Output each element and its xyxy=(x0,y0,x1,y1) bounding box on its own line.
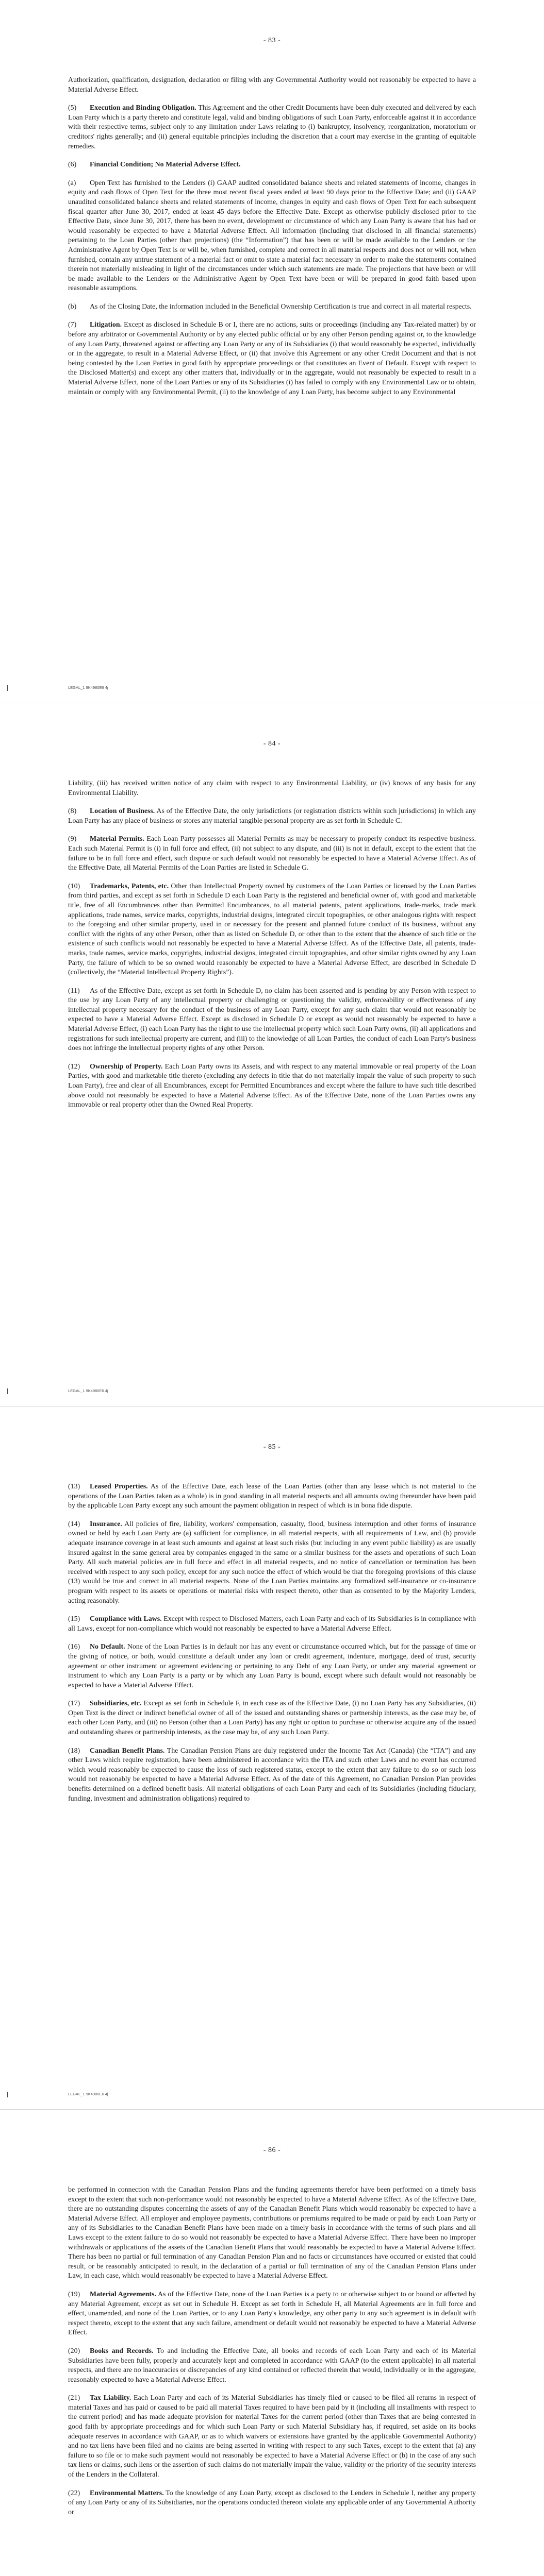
page-number: - 84 - xyxy=(263,740,281,748)
section-heading: Material Permits. xyxy=(90,835,144,843)
paragraph xyxy=(68,2290,476,2338)
section-heading: Environmental Matters. xyxy=(90,2489,164,2497)
margin-bar-mark xyxy=(7,1388,8,1394)
paragraph xyxy=(68,2185,476,2281)
paragraph-text: Other than Intellectual Property owned by customers of the Loan Parties or licensed by the Loan Parties from third parties, and except as set forth in Schedule D each Loan Party is the registered and beneficial owner of, with good and marketable title, free of all Encumbrances other than Permitted Encumbrances, to all material patents, patent applications, trade-marks, trade mark applications, trade names, service marks, copyrights, industrial designs, integrated circuit topographies, or other analogous rights with respect to the foregoing and other similar property, used in or necessary for the present and planned future conduct of its business, without any conflict with the rights of any other Person, other than as listed on Schedule D, or other than to the extent that the absence of such title or the existence of such conflicts would not reasonably be expected to have a Material Adverse Effect. As of the Effective Date, all patents, trade-marks, trade names, service marks, copyrights, industrial designs, integrated circuit topographies, and other similar rights owned by any Loan Party, the failure of which to be so owned would reasonably be expected to have a Material Adverse Effect, are described in Schedule D (collectively, the “Material Intellectual Property Rights”). xyxy=(68,882,476,977)
paragraph-text: Each Loan Party possesses all Material Permits as may be necessary to properly conduct its respective business. Each such Material Permit is (i) in full force and effect, (ii) not subject to any dispute, and (iii) is not in default, except to the extent that the failure to be in full force and effect, such dispute or such default would not reasonably be expected to have a Material Adverse Effect. As of the Effective Date, all Material Permits of the Loan Parties are listed in Schedule G. xyxy=(68,835,476,872)
paragraph xyxy=(68,835,476,873)
section-number: (19) xyxy=(68,2290,80,2298)
margin-bar-mark xyxy=(7,685,8,691)
paragraph xyxy=(68,779,476,798)
section-heading: Tax Liability. xyxy=(90,2394,131,2402)
paragraph-text: Each Loan Party owns its Assets, and with respect to any material immovable or real property of the Loan Parties, with good and marketable title thereto (excluding any defects in title that do not materially impair the value of such property to such Loan Party), free and clear of all Encumbrances, except for Permitted Encumbrances and except where the failure to have such title described above could not reasonably be expected to have a Material Adverse Effect. As of the Effective Date, none of the Loan Parties owns any immovable or real property other than the Owned Real Property. xyxy=(68,1062,476,1109)
document-page xyxy=(0,2110,544,2576)
section-number: (16) xyxy=(68,1643,80,1651)
paragraph xyxy=(68,1062,476,1110)
paragraph xyxy=(68,1699,476,1737)
page-number: - 85 - xyxy=(263,1443,281,1451)
paragraph-text: Except as set forth in Schedule F, in each case as of the Effective Date, (i) no Loan Party has any Subsidiaries, (ii) Open Text is the direct or indirect beneficial owner of all of the issued and outstanding shares or partnership interests, as the case may be, of each other Loan Party, and (iii) no Person (other than a Loan Party) has any right or option to purchase or otherwise acquire any of the issued and outstanding shares or partnership interests, as the case may be, of any such Loan Party. xyxy=(68,1700,476,1737)
paragraph xyxy=(68,104,476,151)
document-code: LEGAL_1 9K4980E6 4j xyxy=(68,2092,108,2096)
paragraph-text: This Agreement and the other Credit Documents have been duly executed and delivered by each Loan Party which is a party thereto and constitute legal, valid and binding obligations of such Loan Party, enforceable against it in accordance with their respective terms, subject only to any limitation under Laws relating to (i) bankruptcy, insolvency, reorganization, moratorium or creditors' rights generally; and (ii) general equitable principles including the discretion that a court may exercise in the granting of equitable remedies. xyxy=(68,104,476,150)
section-heading: No Default. xyxy=(90,1643,125,1651)
page-number: - 86 - xyxy=(263,2146,281,2154)
paragraph-text: As of the Effective Date, each lease of the Loan Parties (other than any lease which is not material to the operations of the Loan Parties taken as a whole) is in good standing in all material respects and all amounts owing thereunder have been paid by the applicable Loan Party except any such amount the payment obligation in respect of which is in bona fide dispute. xyxy=(68,1483,476,1510)
section-heading: Material Agreements. xyxy=(90,2290,156,2298)
paragraph xyxy=(68,1642,476,1690)
section-number: (10) xyxy=(68,882,80,890)
paragraph-text: None of the Loan Parties is in default nor has any event or circumstance occurred which, but for the passage of time or the giving of notice, or both, would constitute a default under any loan or credit agreement, indenture, mortgage, deed of trust, security agreement or other instrument or agreement evidencing or pertaining to any Debt of any Loan Party, or under any material agreement or instrument to which any Loan Party is a party or by which any Loan Party is bound, except where such default would not reasonably be expected to have a Material Adverse Effect. xyxy=(68,1643,476,1689)
paragraph-text: As of the Effective Date, the only jurisdictions (or registration districts within such jurisdictions) in which any Loan Party has any place of business or stores any material tangible personal property are as set forth in Schedule C. xyxy=(68,807,476,825)
margin-bar-mark xyxy=(7,2092,8,2097)
paragraph-text: To and including the Effective Date, all books and records of each Loan Party and each of its Material Subsidiaries have been fully, properly and accurately kept and completed in accordance with GAAP (to the extent applicable) in all material respects, and there are no inaccuracies or discrepancies of any kind contained or reflected therein that would, individually or in the aggregate, reasonably expected to have a Material Adverse Effect. xyxy=(68,2347,476,2384)
section-heading: Ownership of Property. xyxy=(90,1062,163,1071)
paragraph xyxy=(68,1747,476,1804)
section-heading: Books and Records. xyxy=(90,2347,154,2355)
section-heading: Subsidiaries, etc. xyxy=(90,1700,142,1708)
document-page xyxy=(0,703,544,1406)
section-number: (8) xyxy=(68,807,77,816)
page-number: - 83 - xyxy=(263,37,281,44)
section-number: (20) xyxy=(68,2347,80,2355)
document-page xyxy=(0,0,544,703)
paragraph-text: All policies of fire, liability, workers' compensation, casualty, flood, business interruption and other forms of insurance owned or held by each Loan Party are (a) sufficient for compliance, in all material respects, with all requirements of Law, and (b) provide adequate insurance coverage in at least such amounts and against at least such risks (but including in any event public liability) as are usually insured against in the same general area by companies engaged in the same or a similar business for the assets and operations of such Loan Party. All such material policies are in full force and effect in all material respects, and no notice of cancellation or termination has been received with respect to any such policy, except for any such notice the effect of which would be that the foregoing provisions of this clause (13) would be true and correct in all material respects. None of the Loan Parties maintains any formalized self-insurance or co-insurance program with respect to its assets or operations or material risks with respect thereto, other than as consented to by the Majority Lenders, acting reasonably. xyxy=(68,1520,476,1605)
paragraph-text: Each Loan Party and each of its Material Subsidiaries has timely filed or caused to be filed all returns in respect of material Taxes and has paid or caused to be paid all material Taxes required to have been paid by it (including all installments with respect to the current period) and has made adequate provision for material Taxes for the current period (other than Taxes that are being contested in good faith by appropriate proceedings and for which such Loan Party or such Material Subsidiary has, if required, set aside on its books adequate reserves in accordance with GAAP, or as to which waivers or extensions have granted by the applicable Governmental Authority) and no tax liens have been filed and no claims are being asserted in writing with respect to any such Taxes, except to the extent that (a) any failure to so file or to make such payment would not reasonably be expected to have a Material Adverse Effect or (b) in the case of any such tax liens or claims, such liens or the assertion of such claims do not materially impair the value, validity or the priority of the security interests of the Lenders in the Collateral. xyxy=(68,2394,476,2479)
section-number: (9) xyxy=(68,835,77,843)
paragraph-text: As of the Effective Date, none of the Loan Parties is a party to or otherwise subject to or bound or affected by any Material Agreement, except as set out in Schedule H. Except as set forth in Schedule H, all Material Agreements are in full force and effect, unamended, and none of the Loan Parties, or to any Loan Party's knowledge, any other party to any such agreement is in default with respect thereto, except to the extent that any such failure, amendment or default would not reasonably be expected to have a Material Adverse Effect. xyxy=(68,2290,476,2337)
section-number: (21) xyxy=(68,2394,80,2402)
paragraph xyxy=(68,1520,476,1606)
paragraph xyxy=(68,179,476,294)
section-number: (5) xyxy=(68,104,77,112)
section-number: (15) xyxy=(68,1615,80,1623)
paragraph xyxy=(68,2347,476,2385)
section-heading: Execution and Binding Obligation. xyxy=(90,104,196,112)
section-number: (18) xyxy=(68,1747,80,1755)
paragraph-text: The Canadian Pension Plans are duly registered under the Income Tax Act (Canada) (the “ITA”) and any other Laws which require registration, have been administered in accordance with the ITA and such other Laws and no event has occurred which would reasonably be expected to cause the loss of such registered status, except to the extent that any failure to do so or such loss would not reasonably be expected to have a Material Adverse Effect. As of the date of this Agreement, no Canadian Pension Plan provides benefits determined on a defined benefit basis. All material obligations of each Loan Party and each of its Subsidiaries (including fiduciary, funding, investment and administration obligations) required to xyxy=(68,1747,476,1803)
document-code: LEGAL_1 9K4980E6 4j xyxy=(68,685,108,690)
section-number: (12) xyxy=(68,1062,80,1071)
paragraph xyxy=(68,882,476,978)
document-page xyxy=(0,1406,544,2110)
paragraph-text: Open Text has furnished to the Lenders (i) GAAP audited consolidated balance sheets and related statements of income, changes in equity and cash flows of Open Text for the three most recent fiscal years ended at least 90 days prior to the Effective Date; and (ii) GAAP unaudited consolidated balance sheets and related statements of income, changes in equity and cash flows of Open Text for each subsequent fiscal quarter after June 30, 2017, ended at least 45 days before the Effective Date. Except as otherwise publicly disclosed prior to the Effective Date, since June 30, 2017, there has been no event, development or circumstance of which any Loan Party is aware that has had or would reasonably be expected to have a Material Adverse Effect. All information (including that disclosed in all financial statements) pertaining to the Loan Parties (other than projections) (the “Information”) that has been or will be made available to the Lenders or the Administrative Agent by Open Text is or will be, when furnished, complete and correct in all material respects and does not or will not, when furnished, contain any untrue statement of a material fact or omit to state a material fact necessary in order to make the statements contained therein not materially misleading in light of the circumstances under which such statements are made. The projections that have been or will be made available to the Lenders or the Administrative Agent by Open Text have been or will be prepared in good faith based upon reasonable assumptions. xyxy=(68,179,476,293)
section-number: (7) xyxy=(68,321,77,329)
section-heading: Financial Condition; No Material Adverse Effect. xyxy=(90,161,241,169)
paragraph xyxy=(68,302,476,312)
section-number: (13) xyxy=(68,1483,80,1490)
section-number: (11) xyxy=(68,987,80,995)
section-heading: Trademarks, Patents, etc. xyxy=(90,882,169,890)
paragraph-text: Liability, (iii) has received written notice of any claim with respect to any Environmental Liability, or (iv) knows of any basis for any Environmental Liability. xyxy=(68,779,476,797)
section-number: (14) xyxy=(68,1520,80,1528)
section-heading: Leased Properties. xyxy=(90,1483,148,1490)
paragraph xyxy=(68,2489,476,2518)
paragraph-text: Except with respect to Disclosed Matters, each Loan Party and each of its Subsidiaries is in compliance with all Laws, except for non-compliance which would not reasonably be expected to have a Material Adverse Effect. xyxy=(68,1615,476,1633)
paragraph xyxy=(68,807,476,826)
section-heading: Litigation. xyxy=(90,321,122,329)
paragraph-text: be performed in connection with the Canadian Pension Plans and the funding agreements therefor have been performed on a timely basis except to the extent that such non-performance would not reasonably be expected to have a Material Adverse Effect. As of the Effective Date, there are no outstanding disputes concerning the assets of any of the Canadian Benefit Plans which would reasonably be expected to have a Material Adverse Effect. All employer and employee payments, contributions or premiums required to be made or paid by each Loan Party or any of its Subsidiaries to the Canadian Benefit Plans have been made on a timely basis in accordance with the terms of such plans and all Laws except to the extent failure to do so would not reasonably be expected to have a Material Adverse Effect. There have been no improper withdrawals or applications of the assets of the Canadian Benefit Plans that would reasonably be expected to have a Material Adverse Effect. There has been no partial or full termination of any Canadian Pension Plan and no facts or circumstances have occurred or existed that could result, or be reasonably anticipated to result, in the declaration of a partial or full termination of any of the Canadian Pension Plans under Law, in each case, which would reasonably be expected to have a Material Adverse Effect. xyxy=(68,2186,476,2280)
paragraph xyxy=(68,987,476,1054)
section-number: (17) xyxy=(68,1700,80,1708)
paragraph-text: To the knowledge of any Loan Party, except as disclosed to the Lenders in Schedule I, neither any property of any Loan Party or any of its Subsidiaries, nor the operations conducted thereon violate any applicable order of any Governmental Authority or xyxy=(68,2489,476,2516)
paragraph xyxy=(68,1615,476,1634)
section-number: (b) xyxy=(68,302,77,311)
paragraph-text: As of the Closing Date, the information included in the Beneficial Ownership Certification is true and correct in all material respects. xyxy=(90,302,472,311)
paragraph xyxy=(68,320,476,397)
paragraph xyxy=(68,160,476,170)
section-number: (6) xyxy=(68,161,77,169)
paragraph xyxy=(68,76,476,95)
section-number: (a) xyxy=(68,179,76,187)
paragraph xyxy=(68,2394,476,2480)
section-heading: Compliance with Laws. xyxy=(90,1615,162,1623)
section-number: (22) xyxy=(68,2489,80,2497)
section-heading: Location of Business. xyxy=(90,807,155,816)
paragraph-text: As of the Effective Date, except as set forth in Schedule D, no claim has been asserted and is pending by any Person with respect to the use by any Loan Party of any intellectual property or challenging or questioning the validity, enforceability or effectiveness of any intellectual property necessary for the conduct of the business of any Loan Party, except for any such claim that would not reasonably be expected to have a Material Adverse Effect. Except as disclosed in Schedule D or except as would not reasonably be expected to have a Material Adverse Effect, (i) each Loan Party has the right to use the intellectual property which such Loan Party owns, (ii) all applications and registrations for such intellectual property are current, and (iii) to the knowledge of all Loan Parties, the conduct of each Loan Party's business does not infringe the intellectual property rights of any other Person. xyxy=(68,987,476,1053)
paragraph xyxy=(68,1482,476,1511)
paragraph-text: Except as disclosed in Schedule B or I, there are no actions, suits or proceedings (including any Tax-related matter) by or before any arbitrator or Governmental Authority or by any elected public official or by any other Person pending against or, to the knowledge of any Loan Party, threatened against or affecting any Loan Party or any of its Subsidiaries (i) that would reasonably be expected, individually or in the aggregate, to result in a Material Adverse Effect, or (ii) that involve this Agreement or any other Credit Document and that is not being contested by the Loan Parties in good faith by appropriate proceedings or that constitutes an Event of Default. Except with respect to the Disclosed Matter(s) and except any other matters that, individually or in the aggregate, would not reasonably be expected to result in a Material Adverse Effect, none of the Loan Parties or any of its Subsidiaries (i) has failed to comply with any Environmental Law or to obtain, maintain or comply with any Environmental Permit, (ii) to the knowledge of any Loan Party, has become subject to any Environmental xyxy=(68,321,476,396)
document-code: LEGAL_1 9K4980E6 4j xyxy=(68,1388,108,1393)
section-heading: Canadian Benefit Plans. xyxy=(90,1747,165,1755)
section-heading: Insurance. xyxy=(90,1520,122,1528)
paragraph-text: Authorization, qualification, designation, declaration or filing with any Governmental Authority would not reasonably be expected to have a Material Adverse Effect. xyxy=(68,76,476,94)
